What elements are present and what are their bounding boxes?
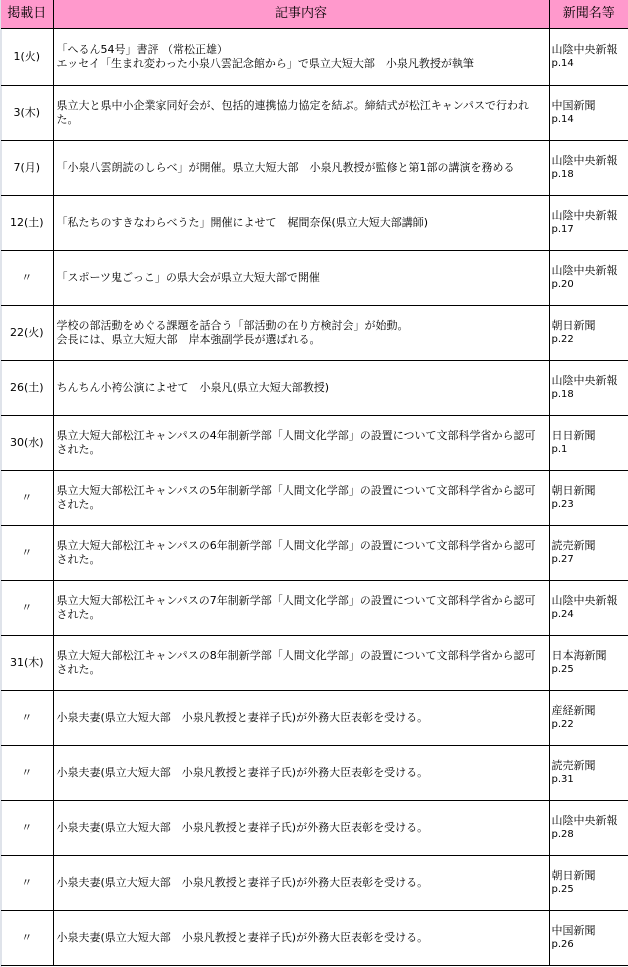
- article-content-line: 「スポーツ鬼ごっこ」の県大会が県立大短大部で開催: [56, 271, 320, 284]
- newspaper-page: p.25: [551, 664, 574, 675]
- newspaper-name: 山陰中央新報: [551, 154, 618, 167]
- newspaper-page: p.18: [551, 169, 574, 180]
- article-content-line: 学校の部活動をめぐる課題を話合う「部活動の在り方検討会」が始動。: [56, 319, 409, 332]
- article-content-line: ちんちん小袴公演によせて 小泉凡(県立大短大部教授): [56, 381, 330, 394]
- article-content-cell: [53, 251, 549, 306]
- newspaper-cell: [549, 86, 628, 141]
- article-content-line: 小泉夫妻(県立大短大部 小泉凡教授と妻祥子氏)が外務大臣表彰を受ける。: [56, 931, 429, 944]
- newspaper-name: 産経新聞: [551, 704, 596, 717]
- article-content-line: 県立大短大部松江キャンパスの7年制新学部「人間文化学部」の設置について文部科学省から認可された。: [56, 594, 536, 621]
- date-cell: 〃: [1, 801, 53, 856]
- newspaper-name: 山陰中央新報: [551, 814, 618, 827]
- article-content-line: 県立大短大部松江キャンパスの8年制新学部「人間文化学部」の設置について文部科学省から認可された。: [56, 649, 536, 676]
- newspaper-name: 山陰中央新報: [551, 264, 618, 277]
- newspaper-page: p.22: [551, 719, 574, 730]
- table-row: [1, 911, 628, 966]
- newspaper-name: 山陰中央新報: [551, 374, 618, 387]
- newspaper-page: p.1: [551, 444, 568, 455]
- table-row: [1, 856, 628, 911]
- newspaper-page: p.26: [551, 939, 574, 950]
- newspaper-cell: [549, 361, 628, 416]
- article-content-line: 「小泉八雲朗読のしらべ」が開催。県立大短大部 小泉凡教授が監修と第1部の講演を務める: [56, 161, 515, 174]
- newspaper-cell: [549, 801, 628, 856]
- table-row: [1, 526, 628, 581]
- article-content-line: 「私たちのすきなわらべうた」開催によせて 梶間奈保(県立大短大部講師): [56, 216, 429, 229]
- date-cell: 30(水): [1, 416, 53, 471]
- article-content-cell: [53, 471, 549, 526]
- article-content-cell: [53, 526, 549, 581]
- newspaper-name: 日日新聞: [551, 429, 596, 442]
- newspaper-name: 朝日新聞: [551, 319, 596, 332]
- newspaper-name: 山陰中央新報: [551, 43, 618, 56]
- newspaper-name: 山陰中央新報: [551, 594, 618, 607]
- article-content-line: 県立大短大部松江キャンパスの6年制新学部「人間文化学部」の設置について文部科学省から認可された。: [56, 539, 536, 566]
- article-content-cell: [53, 86, 549, 141]
- newspaper-cell: [549, 29, 628, 86]
- article-content-line: 県立大短大部松江キャンパスの4年制新学部「人間文化学部」の設置について文部科学省から認可された。: [56, 429, 536, 456]
- newspaper-cell: [549, 856, 628, 911]
- newspaper-cell: [549, 911, 628, 966]
- newspaper-name: 朝日新聞: [551, 869, 596, 882]
- newspaper-cell: [549, 196, 628, 251]
- newspaper-name: 読売新聞: [551, 759, 596, 772]
- newspaper-page: p.23: [551, 499, 574, 510]
- table-row: [1, 416, 628, 471]
- date-cell: 〃: [1, 581, 53, 636]
- date-cell: 3(木): [1, 86, 53, 141]
- table-row: [1, 581, 628, 636]
- table-header-row: [1, 0, 628, 29]
- table-row: [1, 636, 628, 691]
- date-cell: 12(土): [1, 196, 53, 251]
- article-content-line: エッセイ「生まれ変わった小泉八雲記念館から」で県立大短大部 小泉凡教授が執筆: [56, 57, 474, 70]
- newspaper-page: p.20: [551, 279, 574, 290]
- newspaper-name: 中国新聞: [551, 924, 596, 937]
- newspaper-page: p.24: [551, 609, 574, 620]
- date-cell: 7(月): [1, 141, 53, 196]
- newspaper-page: p.22: [551, 334, 574, 345]
- article-content-cell: [53, 141, 549, 196]
- table-row: [1, 251, 628, 306]
- article-content-cell: [53, 691, 549, 746]
- date-cell: 1(火): [1, 29, 53, 86]
- newspaper-name: 中国新聞: [551, 99, 596, 112]
- newspaper-clipping-table: [1, 0, 628, 966]
- article-content-cell: [53, 746, 549, 801]
- newspaper-page: p.14: [551, 114, 574, 125]
- header-paper: 新聞名等: [549, 0, 628, 29]
- newspaper-page: p.27: [551, 554, 574, 565]
- article-content-line: 小泉夫妻(県立大短大部 小泉凡教授と妻祥子氏)が外務大臣表彰を受ける。: [56, 821, 429, 834]
- article-content-cell: [53, 801, 549, 856]
- date-cell: 〃: [1, 526, 53, 581]
- article-content-line: 県立大と県中小企業家同好会が、包括的連携協力協定を結ぶ。締結式が松江キャンパスで行われた。: [56, 99, 529, 126]
- article-content-cell: [53, 29, 549, 86]
- newspaper-cell: [549, 306, 628, 361]
- newspaper-page: p.17: [551, 224, 574, 235]
- table-row: [1, 196, 628, 251]
- article-content-line: 小泉夫妻(県立大短大部 小泉凡教授と妻祥子氏)が外務大臣表彰を受ける。: [56, 876, 429, 889]
- table-row: [1, 801, 628, 856]
- date-cell: 〃: [1, 856, 53, 911]
- table-row: [1, 141, 628, 196]
- newspaper-cell: [549, 636, 628, 691]
- newspaper-cell: [549, 581, 628, 636]
- date-cell: 〃: [1, 251, 53, 306]
- newspaper-cell: [549, 251, 628, 306]
- newspaper-cell: [549, 141, 628, 196]
- newspaper-page: p.31: [551, 774, 574, 785]
- newspaper-cell: [549, 526, 628, 581]
- table-row: [1, 691, 628, 746]
- article-content-cell: [53, 911, 549, 966]
- header-content: 記事内容: [53, 0, 549, 29]
- header-date: 掲載日: [1, 0, 53, 29]
- article-content-line: 県立大短大部松江キャンパスの5年制新学部「人間文化学部」の設置について文部科学省から認可された。: [56, 484, 536, 511]
- table-row: [1, 361, 628, 416]
- article-content-line: 「へるん54号」書評 （常松正雄）: [56, 43, 228, 56]
- article-content-cell: [53, 856, 549, 911]
- table-row: [1, 471, 628, 526]
- article-content-cell: [53, 636, 549, 691]
- newspaper-name: 読売新聞: [551, 539, 596, 552]
- article-content-cell: [53, 416, 549, 471]
- newspaper-name: 日本海新聞: [551, 649, 607, 662]
- article-content-cell: [53, 196, 549, 251]
- date-cell: 31(木): [1, 636, 53, 691]
- newspaper-name: 山陰中央新報: [551, 209, 618, 222]
- newspaper-page: p.14: [551, 58, 574, 69]
- article-content-line: 小泉夫妻(県立大短大部 小泉凡教授と妻祥子氏)が外務大臣表彰を受ける。: [56, 711, 429, 724]
- newspaper-page: p.25: [551, 884, 574, 895]
- newspaper-page: p.18: [551, 389, 574, 400]
- article-content-cell: [53, 306, 549, 361]
- newspaper-cell: [549, 416, 628, 471]
- table-row: [1, 306, 628, 361]
- date-cell: 26(土): [1, 361, 53, 416]
- article-content-line: 会長には、県立大短大部 岸本強副学長が選ばれる。: [56, 333, 321, 346]
- article-content-line: 小泉夫妻(県立大短大部 小泉凡教授と妻祥子氏)が外務大臣表彰を受ける。: [56, 766, 429, 779]
- newspaper-cell: [549, 746, 628, 801]
- newspaper-page: p.28: [551, 829, 574, 840]
- article-content-cell: [53, 361, 549, 416]
- table-row: [1, 746, 628, 801]
- table-body: [1, 29, 628, 966]
- table-row: [1, 86, 628, 141]
- newspaper-cell: [549, 691, 628, 746]
- date-cell: 〃: [1, 471, 53, 526]
- newspaper-name: 朝日新聞: [551, 484, 596, 497]
- newspaper-cell: [549, 471, 628, 526]
- date-cell: 〃: [1, 746, 53, 801]
- table-row: [1, 29, 628, 86]
- date-cell: 〃: [1, 911, 53, 966]
- date-cell: 〃: [1, 691, 53, 746]
- date-cell: 22(火): [1, 306, 53, 361]
- article-content-cell: [53, 581, 549, 636]
